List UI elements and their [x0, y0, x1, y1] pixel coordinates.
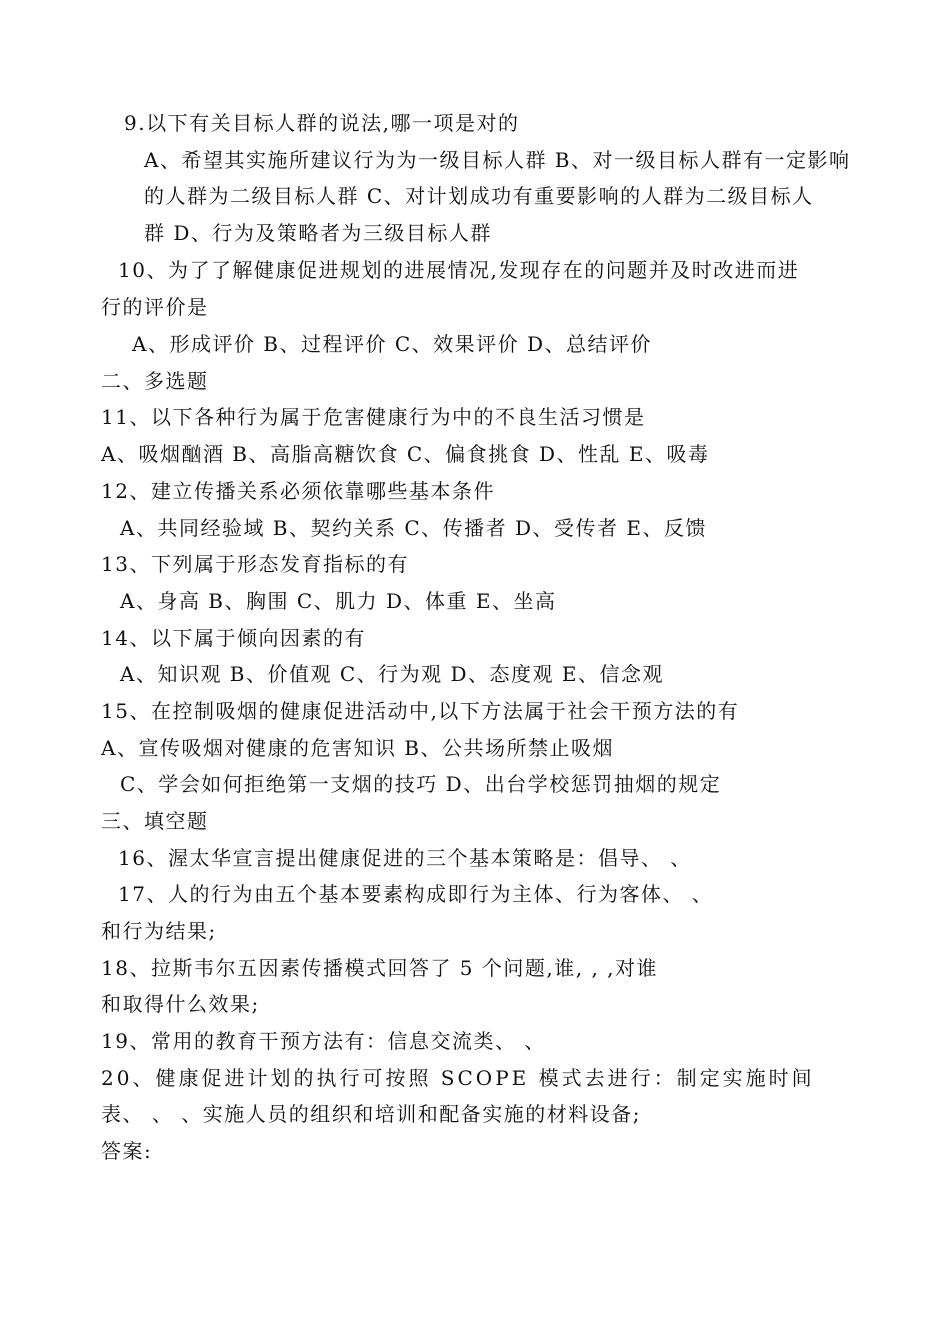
question-12-options: A、共同经验域 B、契约关系 C、传播者 D、受传者 E、反馈 — [120, 516, 708, 540]
question-13-options: A、身高 B、胸围 C、肌力 D、体重 E、坐高 — [120, 589, 557, 613]
question-20-line-1: 20、健康促进计划的执行可按照 SCOPE 模式去进行：制定实施时间 — [101, 1066, 815, 1090]
question-15-options-line-1: A、宣传吸烟对健康的危害知识 B、公共场所禁止吸烟 — [101, 736, 614, 760]
question-13: 13、下列属于形态发育指标的有 — [101, 552, 409, 576]
question-17-line-2: 和行为结果; — [101, 919, 217, 943]
question-9-options-line-2: 的人群为二级目标人群 C、对计划成功有重要影响的人群为二级目标人 — [144, 184, 814, 208]
question-18-line-1: 18、拉斯韦尔五因素传播模式回答了 5 个问题,谁, , ,对谁 — [101, 956, 659, 980]
question-9-options-line-3: 群 D、行为及策略者为三级目标人群 — [144, 221, 492, 245]
question-10-line-1: 10、为了了解健康促进规划的进展情况,发现存在的问题并及时改进而进 — [118, 258, 800, 282]
question-11-options: A、吸烟酗酒 B、高脂高糖饮食 C、偏食挑食 D、性乱 E、吸毒 — [101, 442, 710, 466]
question-15-options-line-2: C、学会如何拒绝第一支烟的技巧 D、出台学校惩罚抽烟的规定 — [120, 772, 722, 796]
question-10-line-2: 行的评价是 — [101, 295, 209, 319]
answers-heading: 答案: — [101, 1139, 153, 1163]
question-19: 19、常用的教育干预方法有：信息交流类、 、 — [101, 1029, 546, 1053]
section-heading-fill-in-blank: 三、填空题 — [101, 809, 209, 833]
question-18-line-2: 和取得什么效果; — [101, 992, 260, 1016]
question-20-line-2: 表、 、 、实施人员的组织和培训和配备实施的材料设备; — [101, 1102, 641, 1126]
question-10-options: A、形成评价 B、过程评价 C、效果评价 D、总结评价 — [132, 332, 653, 356]
question-12: 12、建立传播关系必须依靠哪些基本条件 — [101, 479, 495, 503]
question-14: 14、以下属于倾向因素的有 — [101, 626, 366, 650]
section-heading-multiple-choice: 二、多选题 — [101, 369, 209, 393]
question-14-options: A、知识观 B、价值观 C、行为观 D、态度观 E、信念观 — [120, 662, 665, 686]
question-17-line-1: 17、人的行为由五个基本要素构成即行为主体、行为客体、 、 — [118, 882, 714, 906]
question-9: 9.以下有关目标人群的说法,哪一项是对的 — [124, 111, 520, 135]
question-9-options-line-1: A、希望其实施所建议行为为一级目标人群 B、对一级目标人群有一定影响 — [144, 148, 851, 172]
question-15: 15、在控制吸烟的健康促进活动中,以下方法属于社会干预方法的有 — [101, 699, 740, 723]
question-16: 16、渥太华宣言提出健康促进的三个基本策略是：倡导、 、 — [118, 846, 692, 870]
question-11: 11、以下各种行为属于危害健康行为中的不良生活习惯是 — [101, 405, 646, 429]
